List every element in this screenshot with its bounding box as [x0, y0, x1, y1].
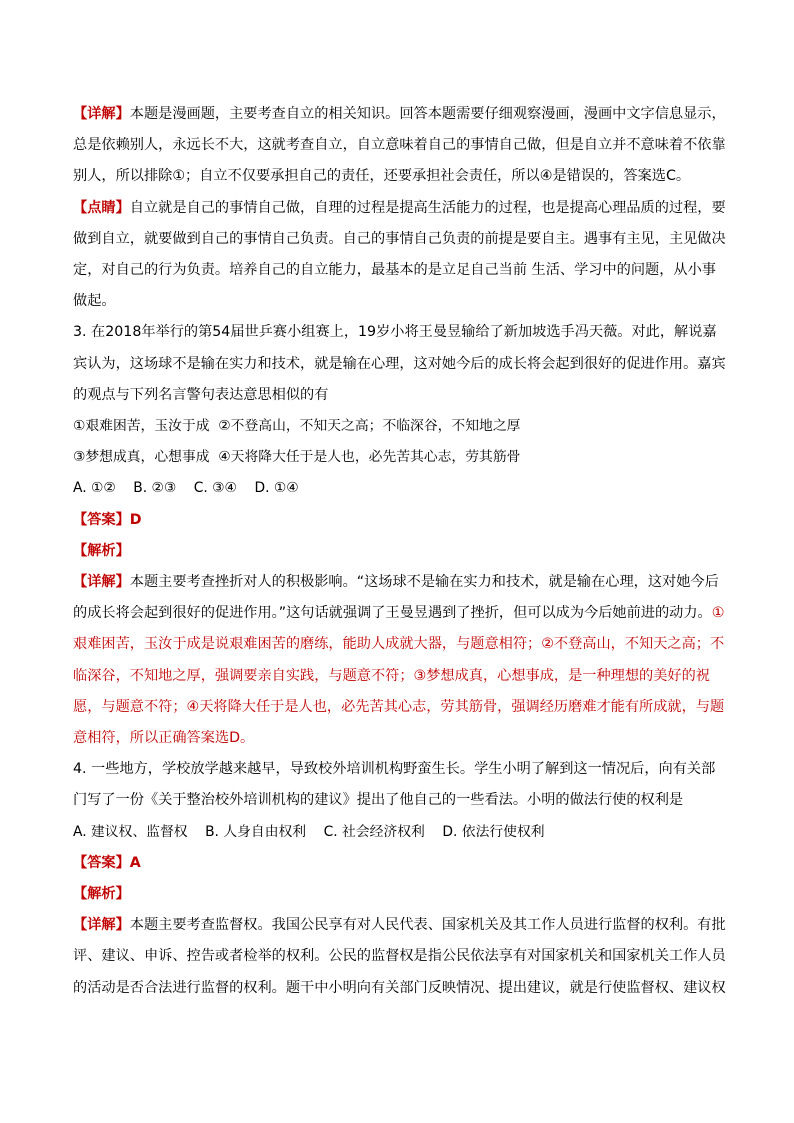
- document-page: [73, 99, 728, 1004]
- answer-tag: 【答案】: [73, 854, 130, 871]
- detail-text: 本题主要考查监督权。我国公民享有对人民代表、国家机关及其工作人员进行监督的权利。有批评、建议、申诉、控告或者检举的权利。公民的监督权是指公民依法享有对国家机关和国家机关工作人员的活动是否合法进行监督的权利。题干中小明向有关部门反映情况、提出建议，就是行使监督权、建议权: [73, 917, 726, 996]
- question-4-analysis-heading: [73, 879, 728, 910]
- question-3-answer: [73, 505, 728, 536]
- question-3-quote-line-1: ①艰难困苦，玉汝于成 ②不登高山，不知天之高；不临深谷，不知地之厚: [73, 418, 521, 435]
- key-point-paragraph: [73, 193, 728, 318]
- detail-text: 本题是漫画题，主要考查自立的相关知识。回答本题需要仔细观察漫画，漫画中文字信息显示，总是依赖别人，永远长不大，这就考查自立，自立意味着自己的事情自己做，但是自立并不意味着不依靠别人，所以排除①；自立不仅要承担自己的责任，还要承担社会责任，所以④是错误的，答案选C。: [73, 106, 726, 185]
- analysis-tag: 【解析】: [73, 542, 130, 559]
- detail-tag: 【详解】: [73, 574, 130, 591]
- question-3-analysis-heading: [73, 536, 728, 567]
- question-3-quote-line-2: ③梦想成真，心想事成 ④天将降大任于是人也，必先苦其心志，劳其筋骨: [73, 449, 521, 466]
- question-3-options: A. ①② B. ②③ C. ③④ D. ①④: [73, 480, 299, 497]
- analysis-tag: 【解析】: [73, 886, 130, 903]
- detail-paragraph-q2: [73, 99, 728, 193]
- key-point-tag: 【点睛】: [73, 199, 130, 216]
- detail-tag: 【详解】: [73, 917, 130, 934]
- question-4-options: A. 建议权、监督权 B. 人身自由权利 C. 社会经济权利 D. 依法行使权利: [73, 823, 545, 840]
- key-point-text: 自立就是自己的事情自己做，自理的过程是提高生活能力的过程，也是提高心理品质的过程，要做到自立，就要做到自己的事情自己负责。自己的事情自己负责的前提是要自主。遇事有主见，主见做决定，对自己的行为负责。培养自己的自立能力，最基本的是立足自己当前 生活、学习中的问题，从小事做起。: [73, 199, 726, 310]
- detail-text-part-1: 本题主要考查挫折对人的积极影响。“这场球不是输在实力和技术，就是输在心理，这对她今后的成长将会起到很好的促进作用。”这句话就强调了王曼昱遇到了挫折，但可以成为今后她前进的动力。: [73, 574, 719, 622]
- answer-value: A: [129, 854, 141, 871]
- answer-tag: 【答案】: [73, 511, 130, 528]
- detail-tag: 【详解】: [73, 106, 130, 122]
- answer-value: D: [129, 511, 142, 528]
- question-4-answer: [73, 848, 728, 879]
- question-3-stem: 3. 在2018年举行的第54届世乒赛小组赛上，19岁小将王曼昱输给了新加坡选手冯天薇。对此，解说嘉宾认为，这场球不是输在实力和技术，就是输在心理，这对她今后的成长将会起到很好的促进作用。嘉宾的观点与下列名言警句表达意思相似的有: [73, 324, 726, 403]
- question-4-detail: [73, 910, 728, 1004]
- detail-text-part-2: ①艰难困苦，玉汝于成是说艰难困苦的磨练，能助人成就大器，与题意相符；②不登高山，不知天之高；不临深谷，不知地之厚，强调要亲自实践，与题意不符；③梦想成真，心想事成，是一种理想的美好的祝愿，与题意不符；④天将降大任于是人也，必先苦其心志，劳其筋骨，强调经历磨难才能有所成就，与题意相符，所以正确答案选D。: [73, 605, 725, 747]
- question-3-detail: [73, 567, 728, 754]
- question-4-stem: 4. 一些地方，学校放学越来越早，导致校外培训机构野蛮生长。学生小明了解到这一情况后，向有关部门写了一份《关于整治校外培训机构的建议》提出了他自己的一些看法。小明的做法行使的权利是: [73, 761, 716, 809]
